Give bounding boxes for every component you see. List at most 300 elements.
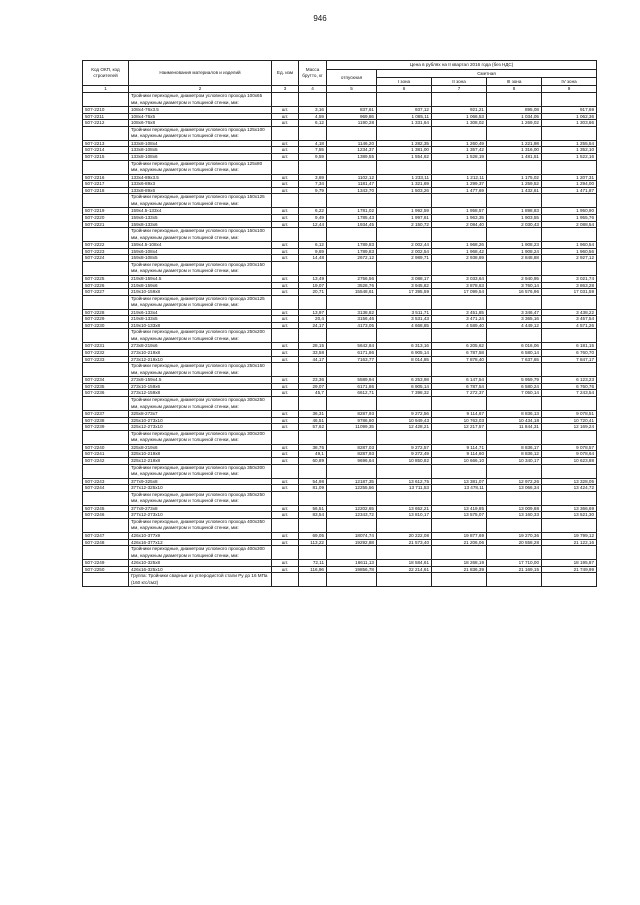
row-zone-4-price: 1 955,76 bbox=[542, 214, 597, 221]
row-zone-4-price: 12 169,24 bbox=[542, 424, 597, 431]
group-empty-cell bbox=[432, 93, 487, 107]
row-zone-2-price: 10 666,10 bbox=[432, 458, 487, 465]
row-code: 507-2240 bbox=[83, 444, 129, 451]
group-empty-cell bbox=[542, 126, 597, 140]
group-title: Тройники переходные, диаметром условного прохода 100х65 мм, наружным диаметром и толщиной стенки, мм: bbox=[129, 93, 272, 107]
row-release-price: 16611,13 bbox=[327, 560, 377, 567]
price-table bbox=[82, 60, 597, 587]
colnum: 5 bbox=[327, 86, 377, 93]
row-zone-1-price: 8 014,85 bbox=[377, 356, 432, 363]
group-empty-cell bbox=[272, 464, 299, 478]
group-empty-cell bbox=[327, 518, 377, 532]
row-zone-1-price: 1 233,11 bbox=[377, 174, 432, 181]
group-empty-cell bbox=[487, 329, 542, 343]
row-unit: шт. bbox=[272, 458, 299, 465]
row-zone-3-price: 1 175,02 bbox=[487, 174, 542, 181]
row-zone-3-price: 1 898,83 bbox=[487, 208, 542, 215]
table-row bbox=[83, 248, 597, 255]
row-release-price: 1789,83 bbox=[327, 248, 377, 255]
group-empty-cell bbox=[327, 491, 377, 505]
row-code: 507-2241 bbox=[83, 451, 129, 458]
row-code: 507-2239 bbox=[83, 424, 129, 431]
row-unit: шт. bbox=[272, 214, 299, 221]
group-title: Тройники переходные, диаметром условного прохода 300х200 мм, наружным диаметром и толщиной стенки, мм: bbox=[129, 430, 272, 444]
row-code: 507-2211 bbox=[83, 113, 129, 120]
colnum: 2 bbox=[129, 86, 272, 93]
row-code: 507-2244 bbox=[83, 485, 129, 492]
row-zone-2-price: 1 528,19 bbox=[432, 153, 487, 160]
colnum: 1 bbox=[83, 86, 129, 93]
row-code: 507-2246 bbox=[83, 512, 129, 519]
group-empty-cell bbox=[299, 126, 327, 140]
group-empty-cell bbox=[542, 518, 597, 532]
group-empty-cell bbox=[299, 228, 327, 242]
row-zone-1-price: 1 554,62 bbox=[377, 153, 432, 160]
group-empty-cell bbox=[377, 546, 432, 560]
group-empty-cell bbox=[272, 518, 299, 532]
row-code: 507-2247 bbox=[83, 532, 129, 539]
row-zone-1-price: 1 085,11 bbox=[377, 113, 432, 120]
row-zone-1-price: 13 652,21 bbox=[377, 505, 432, 512]
row-mass: 57,62 bbox=[299, 424, 327, 431]
row-zone-1-price: 2 150,72 bbox=[377, 221, 432, 228]
header-zone-4: IV зона bbox=[542, 78, 597, 86]
row-zone-1-price: 6 905,14 bbox=[377, 350, 432, 357]
row-zone-4-price: 17 031,59 bbox=[542, 289, 597, 296]
row-zone-4-price: 6 760,76 bbox=[542, 383, 597, 390]
row-release-price: 1389,55 bbox=[327, 153, 377, 160]
group-empty-cell bbox=[272, 194, 299, 208]
row-unit: шт. bbox=[272, 255, 299, 262]
row-release-price: 12202,65 bbox=[327, 505, 377, 512]
table-row bbox=[83, 444, 597, 451]
table-row bbox=[83, 208, 597, 215]
group-empty-cell bbox=[487, 194, 542, 208]
row-unit: шт. bbox=[272, 289, 299, 296]
row-unit: шт. bbox=[272, 377, 299, 384]
row-name: 133х8-108х4 bbox=[129, 140, 272, 147]
row-name: 325х10-273х10 bbox=[129, 417, 272, 424]
group-empty-cell bbox=[377, 93, 432, 107]
group-empty-cell bbox=[299, 160, 327, 174]
row-zone-4-price: 13 424,72 bbox=[542, 485, 597, 492]
row-name: 133х4-89х3.5 bbox=[129, 174, 272, 181]
row-code: 507-2225 bbox=[83, 275, 129, 282]
row-unit: шт. bbox=[272, 478, 299, 485]
row-zone-2-price: 1 066,53 bbox=[432, 113, 487, 120]
colnum: 3 bbox=[272, 86, 299, 93]
group-empty-cell bbox=[377, 228, 432, 242]
group-header-row bbox=[83, 397, 597, 411]
row-release-price: 6171,86 bbox=[327, 350, 377, 357]
group-empty-cell bbox=[542, 295, 597, 309]
colnum: 8 bbox=[487, 86, 542, 93]
row-zone-4-price: 21 122,16 bbox=[542, 539, 597, 546]
row-code: 507-2215 bbox=[83, 153, 129, 160]
table-row bbox=[83, 343, 597, 350]
table-row bbox=[83, 181, 597, 188]
row-zone-3-price: 17 710,00 bbox=[487, 560, 542, 567]
row-mass: 14,48 bbox=[299, 255, 327, 262]
group-title: Тройники переходные, диаметром условного прохода 300х250 мм, наружным диаметром и толщиной стенки, мм: bbox=[129, 397, 272, 411]
table-row bbox=[83, 560, 597, 567]
group-header-row bbox=[83, 491, 597, 505]
group-empty-cell bbox=[542, 93, 597, 107]
row-zone-1-price: 9 272,49 bbox=[377, 451, 432, 458]
group-title: Тройники переходные, диаметром условного прохода 350х250 мм, наружным диаметром и толщиной стенки, мм: bbox=[129, 491, 272, 505]
row-name: 273х10-219х8 bbox=[129, 350, 272, 357]
table-row bbox=[83, 282, 597, 289]
group-title: Тройники переходные, диаметром условного прохода 200х125 мм, наружным диаметром и толщиной стенки, мм: bbox=[129, 295, 272, 309]
group-empty-cell bbox=[487, 160, 542, 174]
table-row bbox=[83, 316, 597, 323]
row-mass: 20,4 bbox=[299, 316, 327, 323]
group-header-row bbox=[83, 228, 597, 242]
table-row bbox=[83, 383, 597, 390]
row-zone-1-price: 7 398,32 bbox=[377, 390, 432, 397]
table-row bbox=[83, 532, 597, 539]
row-zone-3-price: 7 050,14 bbox=[487, 390, 542, 397]
row-code: 507-2219 bbox=[83, 208, 129, 215]
row-code: 507-2218 bbox=[83, 187, 129, 194]
row-release-price: 1343,70 bbox=[327, 187, 377, 194]
group-code-cell bbox=[83, 261, 129, 275]
group-code-cell bbox=[83, 518, 129, 532]
row-code: 507-2214 bbox=[83, 147, 129, 154]
row-zone-4-price: 9 078,64 bbox=[542, 451, 597, 458]
row-name: 219х10-159х8 bbox=[129, 289, 272, 296]
row-code: 507-2234 bbox=[83, 377, 129, 384]
row-zone-2-price: 1 308,02 bbox=[432, 120, 487, 127]
row-name: 133х8-108х6 bbox=[129, 153, 272, 160]
group-empty-cell bbox=[272, 573, 299, 587]
row-zone-3-price: 21 169,15 bbox=[487, 566, 542, 573]
row-zone-2-price: 3 451,85 bbox=[432, 309, 487, 316]
row-zone-1-price: 2 989,71 bbox=[377, 255, 432, 262]
row-name: 219х8-159х6 bbox=[129, 282, 272, 289]
group-empty-cell bbox=[327, 546, 377, 560]
row-code: 507-2224 bbox=[83, 255, 129, 262]
group-empty-cell bbox=[487, 363, 542, 377]
row-zone-1-price: 20 222,08 bbox=[377, 532, 432, 539]
table-row bbox=[83, 153, 597, 160]
row-unit: шт. bbox=[272, 560, 299, 567]
row-zone-1-price: 6 253,98 bbox=[377, 377, 432, 384]
row-zone-2-price: 9 114,67 bbox=[432, 411, 487, 418]
row-name: 219х8-133х5 bbox=[129, 316, 272, 323]
table-row bbox=[83, 221, 597, 228]
row-zone-4-price: 1 471,87 bbox=[542, 187, 597, 194]
group-empty-cell bbox=[299, 295, 327, 309]
row-zone-2-price: 7 878,40 bbox=[432, 356, 487, 363]
table-row bbox=[83, 214, 597, 221]
row-unit: шт. bbox=[272, 107, 299, 114]
row-unit: шт. bbox=[272, 350, 299, 357]
group-empty-cell bbox=[327, 261, 377, 275]
row-zone-1-price: 22 214,61 bbox=[377, 566, 432, 573]
row-release-price: 8287,03 bbox=[327, 444, 377, 451]
group-header-row bbox=[83, 464, 597, 478]
group-empty-cell bbox=[487, 546, 542, 560]
row-release-price: 1146,20 bbox=[327, 140, 377, 147]
header-mass: Масса брутто, кг bbox=[299, 61, 327, 86]
row-unit: шт. bbox=[272, 309, 299, 316]
group-code-cell bbox=[83, 194, 129, 208]
row-zone-2-price: 1 299,37 bbox=[432, 181, 487, 188]
row-zone-3-price: 13 066,34 bbox=[487, 485, 542, 492]
row-release-price: 6612,71 bbox=[327, 390, 377, 397]
row-name: 325х8-219х6 bbox=[129, 444, 272, 451]
group-empty-cell bbox=[487, 518, 542, 532]
group-empty-cell bbox=[432, 546, 487, 560]
group-empty-cell bbox=[327, 397, 377, 411]
row-unit: шт. bbox=[272, 147, 299, 154]
group-title: Тройники переходные, диаметром условного прохода 250х200 мм, наружным диаметром и толщиной стенки, мм: bbox=[129, 329, 272, 343]
table-row bbox=[83, 275, 597, 282]
group-empty-cell bbox=[542, 160, 597, 174]
row-mass: 54,98 bbox=[299, 478, 327, 485]
header-estimate: Сметная bbox=[377, 70, 597, 78]
row-mass: 69,05 bbox=[299, 532, 327, 539]
row-name: 377х12-273х10 bbox=[129, 512, 272, 519]
row-zone-2-price: 4 589,40 bbox=[432, 322, 487, 329]
group-empty-cell bbox=[542, 430, 597, 444]
row-unit: шт. bbox=[272, 343, 299, 350]
group-empty-cell bbox=[487, 295, 542, 309]
row-release-price: 1785,43 bbox=[327, 214, 377, 221]
group-empty-cell bbox=[432, 228, 487, 242]
row-unit: шт. bbox=[272, 181, 299, 188]
row-zone-1-price: 2 002,54 bbox=[377, 248, 432, 255]
row-zone-2-price: 21 206,06 bbox=[432, 539, 487, 546]
row-zone-1-price: 3 945,82 bbox=[377, 282, 432, 289]
header-zone-2: II зона bbox=[432, 78, 487, 86]
row-name: 219х6-133х4 bbox=[129, 309, 272, 316]
row-name: 219х10-133х8 bbox=[129, 322, 272, 329]
group-code-cell bbox=[83, 93, 129, 107]
row-unit: шт. bbox=[272, 356, 299, 363]
group-empty-cell bbox=[377, 491, 432, 505]
row-code: 507-2216 bbox=[83, 174, 129, 181]
row-code: 507-2222 bbox=[83, 242, 129, 249]
row-unit: шт. bbox=[272, 275, 299, 282]
row-zone-4-price: 13 366,69 bbox=[542, 505, 597, 512]
row-zone-1-price: 13 612,75 bbox=[377, 478, 432, 485]
header-zone-1: I зона bbox=[377, 78, 432, 86]
row-name: 273х12-159х8 bbox=[129, 390, 272, 397]
row-zone-2-price: 13 575,07 bbox=[432, 512, 487, 519]
row-zone-4-price: 917,69 bbox=[542, 107, 597, 114]
row-release-price: 1234,37 bbox=[327, 147, 377, 154]
row-zone-3-price: 10 340,17 bbox=[487, 458, 542, 465]
table-row bbox=[83, 539, 597, 546]
row-zone-4-price: 7 243,54 bbox=[542, 390, 597, 397]
row-mass: 20,71 bbox=[299, 289, 327, 296]
group-empty-cell bbox=[542, 397, 597, 411]
row-unit: шт. bbox=[272, 512, 299, 519]
row-mass: 12,44 bbox=[299, 221, 327, 228]
group-empty-cell bbox=[377, 126, 432, 140]
row-mass: 116,96 bbox=[299, 566, 327, 573]
row-zone-4-price: 3 863,28 bbox=[542, 282, 597, 289]
table-row bbox=[83, 424, 597, 431]
row-name: 133х8-108х5 bbox=[129, 147, 272, 154]
row-code: 507-2249 bbox=[83, 560, 129, 567]
row-zone-2-price: 1 958,57 bbox=[432, 208, 487, 215]
row-release-price: 3156,46 bbox=[327, 316, 377, 323]
row-zone-1-price: 21 573,40 bbox=[377, 539, 432, 546]
row-zone-3-price: 7 637,65 bbox=[487, 356, 542, 363]
row-name: 159х8-133х6 bbox=[129, 221, 272, 228]
group-code-cell bbox=[83, 491, 129, 505]
row-unit: шт. bbox=[272, 248, 299, 255]
table-row bbox=[83, 242, 597, 249]
row-zone-4-price: 21 749,99 bbox=[542, 566, 597, 573]
group-empty-cell bbox=[377, 573, 432, 587]
group-empty-cell bbox=[542, 546, 597, 560]
row-zone-4-price: 6 181,15 bbox=[542, 343, 597, 350]
group-empty-cell bbox=[299, 194, 327, 208]
row-release-price: 9786,80 bbox=[327, 417, 377, 424]
row-zone-2-price: 19 877,69 bbox=[432, 532, 487, 539]
row-zone-3-price: 20 558,28 bbox=[487, 539, 542, 546]
row-mass: 13,49 bbox=[299, 275, 327, 282]
row-unit: шт. bbox=[272, 140, 299, 147]
row-zone-3-price: 895,08 bbox=[487, 107, 542, 114]
row-name: 377х9-273х8 bbox=[129, 505, 272, 512]
row-release-price: 837,61 bbox=[327, 107, 377, 114]
row-zone-3-price: 1 903,55 bbox=[487, 214, 542, 221]
row-name: 273х10-159х6 bbox=[129, 383, 272, 390]
group-empty-cell bbox=[327, 126, 377, 140]
row-unit: шт. bbox=[272, 411, 299, 418]
row-name: 377х9-325х8 bbox=[129, 478, 272, 485]
group-empty-cell bbox=[327, 430, 377, 444]
row-zone-3-price: 1 908,24 bbox=[487, 248, 542, 255]
group-header-row bbox=[83, 546, 597, 560]
group-empty-cell bbox=[487, 93, 542, 107]
row-zone-1-price: 13 711,53 bbox=[377, 485, 432, 492]
group-empty-cell bbox=[327, 329, 377, 343]
row-mass: 24,17 bbox=[299, 322, 327, 329]
row-name: 273х8-219х6 bbox=[129, 343, 272, 350]
group-empty-cell bbox=[299, 261, 327, 275]
row-code: 507-2237 bbox=[83, 411, 129, 418]
row-zone-3-price: 8 836,12 bbox=[487, 451, 542, 458]
row-zone-1-price: 1 997,61 bbox=[377, 214, 432, 221]
row-release-price: 15548,61 bbox=[327, 289, 377, 296]
row-mass: 9,69 bbox=[299, 248, 327, 255]
colnum: 4 bbox=[299, 86, 327, 93]
group-empty-cell bbox=[432, 194, 487, 208]
group-title: Тройники переходные, диаметром условного прохода 200х150 мм, наружным диаметром и толщиной стенки, мм: bbox=[129, 261, 272, 275]
row-code: 507-2210 bbox=[83, 107, 129, 114]
row-unit: шт. bbox=[272, 208, 299, 215]
table-row bbox=[83, 411, 597, 418]
row-mass: 29,07 bbox=[299, 383, 327, 390]
row-zone-4-price: 1 255,54 bbox=[542, 140, 597, 147]
group-code-cell bbox=[83, 573, 129, 587]
row-name: 133х8-89х6 bbox=[129, 187, 272, 194]
group-empty-cell bbox=[487, 228, 542, 242]
group-title: Тройники переходные, диаметром условного прохода 400х350 мм, наружным диаметром и толщиной стенки, мм: bbox=[129, 518, 272, 532]
row-code: 507-2226 bbox=[83, 282, 129, 289]
row-mass: 3,16 bbox=[299, 107, 327, 114]
row-mass: 23,36 bbox=[299, 377, 327, 384]
group-empty-cell bbox=[487, 573, 542, 587]
row-code: 507-2243 bbox=[83, 478, 129, 485]
row-code: 507-2228 bbox=[83, 309, 129, 316]
row-mass: 46,51 bbox=[299, 417, 327, 424]
row-release-price: 1781,02 bbox=[327, 208, 377, 215]
group-code-cell bbox=[83, 228, 129, 242]
row-release-price: 6171,86 bbox=[327, 383, 377, 390]
table-row bbox=[83, 350, 597, 357]
row-mass: 45,7 bbox=[299, 390, 327, 397]
row-zone-1-price: 4 668,85 bbox=[377, 322, 432, 329]
row-zone-4-price: 10 623,88 bbox=[542, 458, 597, 465]
row-zone-4-price: 1 522,16 bbox=[542, 153, 597, 160]
row-zone-2-price: 3 878,63 bbox=[432, 282, 487, 289]
row-zone-3-price: 1 481,51 bbox=[487, 153, 542, 160]
row-zone-4-price: 3 021,74 bbox=[542, 275, 597, 282]
row-unit: шт. bbox=[272, 539, 299, 546]
group-empty-cell bbox=[272, 397, 299, 411]
row-zone-4-price: 1 062,36 bbox=[542, 113, 597, 120]
row-unit: шт. bbox=[272, 187, 299, 194]
group-header-row bbox=[83, 93, 597, 107]
table-body bbox=[83, 93, 597, 587]
row-unit: шт. bbox=[272, 505, 299, 512]
group-empty-cell bbox=[377, 518, 432, 532]
row-zone-1-price: 12 428,21 bbox=[377, 424, 432, 431]
group-title: Тройники переходные, диаметром условного прохода 250х150 мм, наружным диаметром и толщиной стенки, мм: bbox=[129, 363, 272, 377]
row-mass: 13,97 bbox=[299, 309, 327, 316]
group-empty-cell bbox=[377, 430, 432, 444]
row-name: 273х8-159х4.5 bbox=[129, 377, 272, 384]
row-mass: 38,75 bbox=[299, 444, 327, 451]
group-empty-cell bbox=[272, 295, 299, 309]
row-unit: шт. bbox=[272, 316, 299, 323]
row-zone-2-price: 13 381,07 bbox=[432, 478, 487, 485]
row-zone-4-price: 1 294,00 bbox=[542, 181, 597, 188]
row-zone-4-price: 1 950,90 bbox=[542, 208, 597, 215]
row-release-price: 7163,77 bbox=[327, 356, 377, 363]
row-unit: шт. bbox=[272, 242, 299, 249]
table-row bbox=[83, 512, 597, 519]
group-code-cell bbox=[83, 397, 129, 411]
row-zone-2-price: 18 268,19 bbox=[432, 560, 487, 567]
row-unit: шт. bbox=[272, 451, 299, 458]
row-release-price: 19292,88 bbox=[327, 539, 377, 546]
row-zone-2-price: 10 763,03 bbox=[432, 417, 487, 424]
row-name: 377х12-325х10 bbox=[129, 485, 272, 492]
row-zone-1-price: 18 584,61 bbox=[377, 560, 432, 567]
row-mass: 83,54 bbox=[299, 512, 327, 519]
group-empty-cell bbox=[272, 93, 299, 107]
row-zone-4-price: 13 328,05 bbox=[542, 478, 597, 485]
row-release-price: 2672,12 bbox=[327, 255, 377, 262]
row-release-price: 2756,56 bbox=[327, 275, 377, 282]
row-name: 325х12-273х10 bbox=[129, 424, 272, 431]
row-code: 507-2242 bbox=[83, 458, 129, 465]
row-zone-4-price: 1 960,54 bbox=[542, 242, 597, 249]
row-zone-4-price: 1 960,56 bbox=[542, 248, 597, 255]
group-empty-cell bbox=[542, 363, 597, 377]
row-release-price: 11099,35 bbox=[327, 424, 377, 431]
row-name: 325х12-219х8 bbox=[129, 458, 272, 465]
group-empty-cell bbox=[542, 261, 597, 275]
